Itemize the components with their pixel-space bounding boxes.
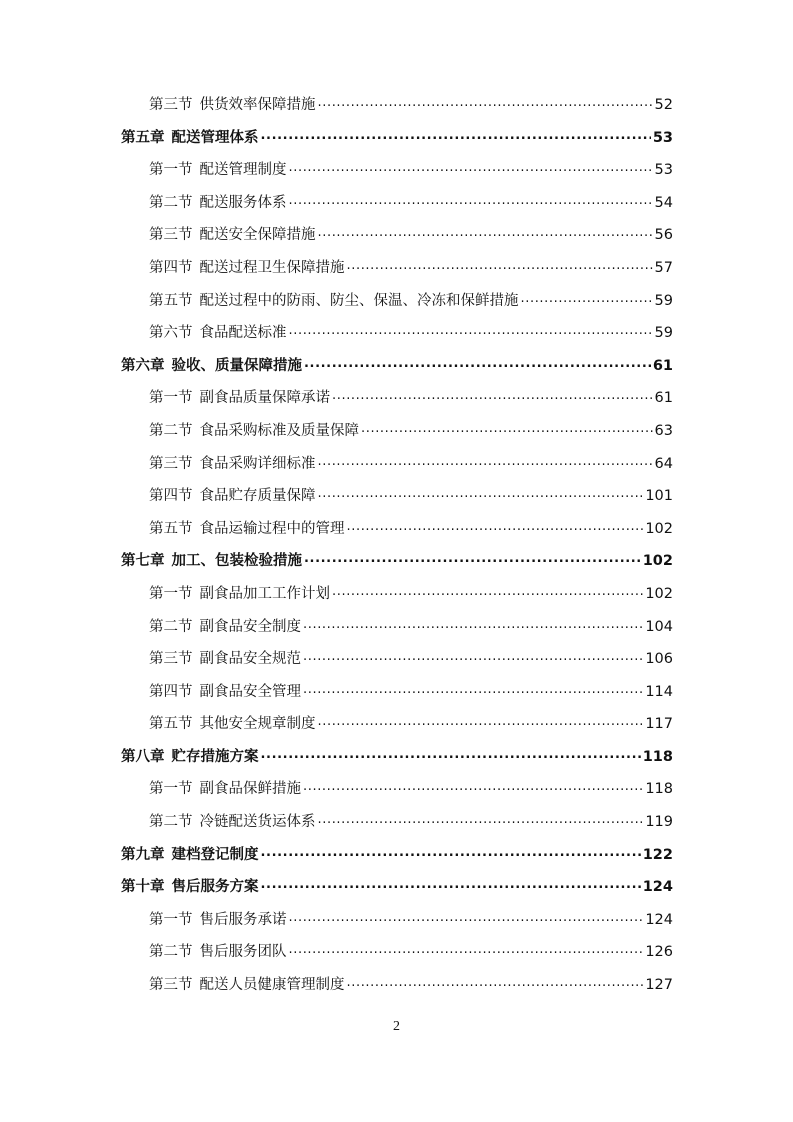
toc-section-entry[interactable] bbox=[121, 611, 673, 644]
toc-entry-number: 第一节 bbox=[149, 911, 193, 928]
toc-entry-number: 第四节 bbox=[149, 259, 193, 276]
toc-section-entry[interactable] bbox=[121, 676, 673, 709]
toc-entry-label bbox=[121, 839, 259, 872]
toc-entry-number: 第三节 bbox=[149, 651, 193, 668]
toc-dot-leader bbox=[304, 551, 641, 566]
toc-entry-number: 第五节 bbox=[149, 520, 193, 537]
toc-entry-number: 第四节 bbox=[149, 488, 193, 505]
toc-entry-page: 54 bbox=[654, 194, 673, 211]
toc-entry-page: 53 bbox=[652, 129, 673, 146]
toc-entry-page: 126 bbox=[645, 944, 673, 961]
toc-entry-number: 第七章 bbox=[121, 553, 165, 570]
toc-dot-leader bbox=[318, 486, 644, 501]
toc-entry-page: 102 bbox=[642, 553, 673, 570]
toc-entry-label bbox=[149, 285, 519, 318]
toc-dot-leader bbox=[289, 160, 653, 175]
toc-entry-number: 第三节 bbox=[149, 227, 193, 244]
toc-entry-label bbox=[149, 252, 345, 285]
toc-entry-title: 食品配送标准 bbox=[199, 325, 287, 342]
toc-entry-number: 第九章 bbox=[121, 846, 165, 863]
toc-chapter-entry[interactable] bbox=[121, 350, 673, 383]
toc-entry-label bbox=[149, 219, 316, 252]
toc-entry-title: 其他安全规章制度 bbox=[199, 716, 316, 733]
toc-entry-label bbox=[149, 611, 301, 644]
toc-entry-label bbox=[149, 448, 316, 481]
toc-entry-page: 61 bbox=[652, 357, 673, 374]
toc-entry-number: 第四节 bbox=[149, 683, 193, 700]
toc-entry-page: 53 bbox=[654, 162, 673, 179]
toc-entry-number: 第六章 bbox=[121, 357, 165, 374]
toc-entry-page: 122 bbox=[642, 846, 673, 863]
toc-entry-number: 第一节 bbox=[149, 162, 193, 179]
toc-section-entry[interactable] bbox=[121, 936, 673, 969]
toc-dot-leader bbox=[303, 779, 643, 794]
toc-entry-title: 配送过程卫生保障措施 bbox=[199, 259, 345, 276]
toc-section-entry[interactable] bbox=[121, 904, 673, 937]
toc-entry-label bbox=[149, 513, 345, 546]
toc-entry-label bbox=[149, 708, 316, 741]
toc-dot-leader bbox=[289, 909, 644, 924]
toc-entry-label bbox=[149, 969, 345, 1002]
toc-dot-leader bbox=[303, 649, 643, 664]
toc-entry-number: 第三节 bbox=[149, 97, 193, 113]
toc-entry-label bbox=[149, 382, 330, 415]
toc-entry-number: 第三节 bbox=[149, 455, 193, 472]
toc-entry-page: 119 bbox=[645, 814, 673, 831]
toc-entry-page: 64 bbox=[654, 455, 673, 472]
toc-entry-title: 配送管理体系 bbox=[171, 129, 259, 146]
toc-entry-label bbox=[149, 676, 301, 709]
toc-section-entry[interactable] bbox=[121, 285, 673, 318]
toc-section-entry[interactable] bbox=[121, 578, 673, 611]
toc-section-entry[interactable] bbox=[121, 708, 673, 741]
toc-entry-number: 第二节 bbox=[149, 814, 193, 831]
toc-dot-leader bbox=[289, 942, 644, 957]
toc-dot-leader bbox=[521, 290, 653, 305]
toc-entry-page: 101 bbox=[645, 488, 673, 505]
toc-section-entry[interactable] bbox=[121, 187, 673, 220]
toc-entry-number: 第六节 bbox=[149, 325, 193, 342]
toc-entry-title: 食品采购详细标准 bbox=[199, 455, 316, 472]
toc-entry-title: 食品运输过程中的管理 bbox=[199, 520, 345, 537]
toc-entry-page: 59 bbox=[654, 325, 673, 342]
toc-entry-title: 配送管理制度 bbox=[199, 162, 287, 179]
toc-entry-page: 102 bbox=[645, 585, 673, 602]
toc-entry-title: 供货效率保障措施 bbox=[199, 97, 316, 113]
toc-dot-leader bbox=[261, 127, 651, 142]
toc-entry-number: 第二节 bbox=[149, 618, 193, 635]
toc-entry-number: 第八章 bbox=[121, 748, 165, 765]
toc-entry-title: 验收、质量保障措施 bbox=[171, 357, 302, 374]
toc-entry-label bbox=[149, 643, 301, 676]
toc-dot-leader bbox=[318, 453, 653, 468]
toc-entry-number: 第一节 bbox=[149, 585, 193, 602]
toc-section-entry[interactable] bbox=[121, 643, 673, 676]
toc-entry-label bbox=[121, 545, 302, 578]
toc-entry-page: 63 bbox=[654, 422, 673, 439]
toc-entry-title: 配送人员健康管理制度 bbox=[199, 977, 345, 994]
toc-entry-number: 第二节 bbox=[149, 194, 193, 211]
toc-entry-title: 副食品安全管理 bbox=[199, 683, 301, 700]
toc-entry-number: 第十章 bbox=[121, 879, 165, 896]
toc-dot-leader bbox=[261, 877, 641, 892]
toc-entry-number: 第一节 bbox=[149, 390, 193, 407]
toc-dot-leader bbox=[318, 95, 653, 110]
toc-entry-label bbox=[121, 741, 259, 774]
toc-entry-title: 冷链配送货运体系 bbox=[199, 814, 316, 831]
toc-entry-number: 第五节 bbox=[149, 292, 193, 309]
toc-entry-page: 106 bbox=[645, 651, 673, 668]
toc-entry-title: 副食品安全规范 bbox=[199, 651, 301, 668]
toc-dot-leader bbox=[347, 975, 644, 990]
toc-section-entry[interactable] bbox=[121, 513, 673, 546]
toc-entry-title: 食品贮存质量保障 bbox=[199, 488, 316, 505]
toc-entry-label bbox=[149, 806, 316, 839]
toc-section-entry[interactable] bbox=[121, 317, 673, 350]
toc-chapter-entry[interactable] bbox=[121, 545, 673, 578]
toc-entry-title: 配送安全保障措施 bbox=[199, 227, 316, 244]
toc-entry-page: 124 bbox=[645, 911, 673, 928]
toc-dot-leader bbox=[289, 192, 653, 207]
toc-entry-number: 第三节 bbox=[149, 977, 193, 994]
toc-dot-leader bbox=[332, 388, 653, 403]
toc-entry-label bbox=[149, 187, 287, 220]
toc-dot-leader bbox=[304, 355, 651, 370]
toc-section-entry[interactable] bbox=[121, 415, 673, 448]
toc-chapter-entry[interactable] bbox=[121, 741, 673, 774]
toc-section-entry[interactable] bbox=[121, 969, 673, 1002]
toc-entry-page: 52 bbox=[654, 97, 673, 113]
toc-chapter-entry[interactable] bbox=[121, 839, 673, 872]
toc-entry-title: 加工、包装检验措施 bbox=[171, 553, 302, 570]
toc-entry-page: 56 bbox=[654, 227, 673, 244]
toc-section-entry[interactable] bbox=[121, 773, 673, 806]
toc-dot-leader bbox=[289, 323, 653, 338]
toc-entry-label bbox=[149, 154, 287, 187]
table-of-contents bbox=[121, 89, 673, 1002]
toc-dot-leader bbox=[332, 583, 643, 598]
toc-dot-leader bbox=[318, 812, 644, 827]
toc-entry-label bbox=[149, 89, 316, 122]
toc-dot-leader bbox=[361, 420, 653, 435]
toc-entry-label bbox=[121, 122, 259, 155]
toc-entry-title: 配送服务体系 bbox=[199, 194, 287, 211]
toc-entry-title: 副食品保鲜措施 bbox=[199, 781, 301, 798]
toc-entry-label bbox=[121, 871, 259, 904]
toc-section-entry[interactable] bbox=[121, 448, 673, 481]
toc-entry-title: 售后服务承诺 bbox=[199, 911, 287, 928]
toc-section-entry[interactable] bbox=[121, 806, 673, 839]
toc-entry-label bbox=[149, 317, 287, 350]
toc-dot-leader bbox=[261, 746, 641, 761]
toc-entry-page: 61 bbox=[654, 390, 673, 407]
toc-dot-leader bbox=[318, 225, 653, 240]
toc-entry-title: 副食品安全制度 bbox=[199, 618, 301, 635]
toc-dot-leader bbox=[318, 714, 644, 729]
toc-entry-page: 57 bbox=[654, 259, 673, 276]
toc-entry-label bbox=[149, 904, 287, 937]
toc-entry-title: 副食品加工工作计划 bbox=[199, 585, 330, 602]
toc-dot-leader bbox=[347, 518, 644, 533]
toc-entry-number: 第五章 bbox=[121, 129, 165, 146]
toc-entry-label bbox=[149, 415, 359, 448]
toc-entry-label bbox=[149, 480, 316, 513]
toc-entry-title: 建档登记制度 bbox=[171, 846, 259, 863]
toc-entry-title: 副食品质量保障承诺 bbox=[199, 390, 330, 407]
toc-entry-page: 102 bbox=[645, 520, 673, 537]
toc-entry-title: 配送过程中的防雨、防尘、保温、冷冻和保鲜措施 bbox=[199, 292, 519, 309]
toc-entry-title: 售后服务方案 bbox=[171, 879, 259, 896]
toc-entry-label bbox=[149, 773, 301, 806]
toc-entry-title: 食品采购标准及质量保障 bbox=[199, 422, 359, 439]
toc-entry-number: 第二节 bbox=[149, 944, 193, 961]
toc-entry-page: 118 bbox=[642, 748, 673, 765]
toc-chapter-entry[interactable] bbox=[121, 122, 673, 155]
toc-section-entry[interactable] bbox=[121, 89, 673, 122]
toc-dot-leader bbox=[261, 844, 641, 859]
toc-section-entry[interactable] bbox=[121, 382, 673, 415]
toc-entry-page: 118 bbox=[645, 781, 673, 798]
page-number: 2 bbox=[393, 1019, 400, 1034]
toc-entry-page: 114 bbox=[645, 683, 673, 700]
toc-entry-label bbox=[149, 578, 330, 611]
toc-entry-label bbox=[121, 350, 302, 383]
toc-section-entry[interactable] bbox=[121, 252, 673, 285]
toc-entry-page: 117 bbox=[645, 716, 673, 733]
toc-entry-number: 第二节 bbox=[149, 422, 193, 439]
toc-section-entry[interactable] bbox=[121, 154, 673, 187]
toc-entry-title: 售后服务团队 bbox=[199, 944, 287, 961]
toc-entry-title: 贮存措施方案 bbox=[171, 748, 259, 765]
toc-entry-number: 第五节 bbox=[149, 716, 193, 733]
toc-entry-page: 127 bbox=[645, 977, 673, 994]
toc-chapter-entry[interactable] bbox=[121, 871, 673, 904]
toc-section-entry[interactable] bbox=[121, 219, 673, 252]
toc-section-entry[interactable] bbox=[121, 480, 673, 513]
toc-entry-page: 104 bbox=[645, 618, 673, 635]
toc-entry-page: 124 bbox=[642, 879, 673, 896]
toc-entry-label bbox=[149, 936, 287, 969]
toc-dot-leader bbox=[347, 257, 653, 272]
toc-entry-page: 59 bbox=[654, 292, 673, 309]
toc-dot-leader bbox=[303, 616, 643, 631]
toc-entry-number: 第一节 bbox=[149, 781, 193, 798]
toc-dot-leader bbox=[303, 681, 643, 696]
